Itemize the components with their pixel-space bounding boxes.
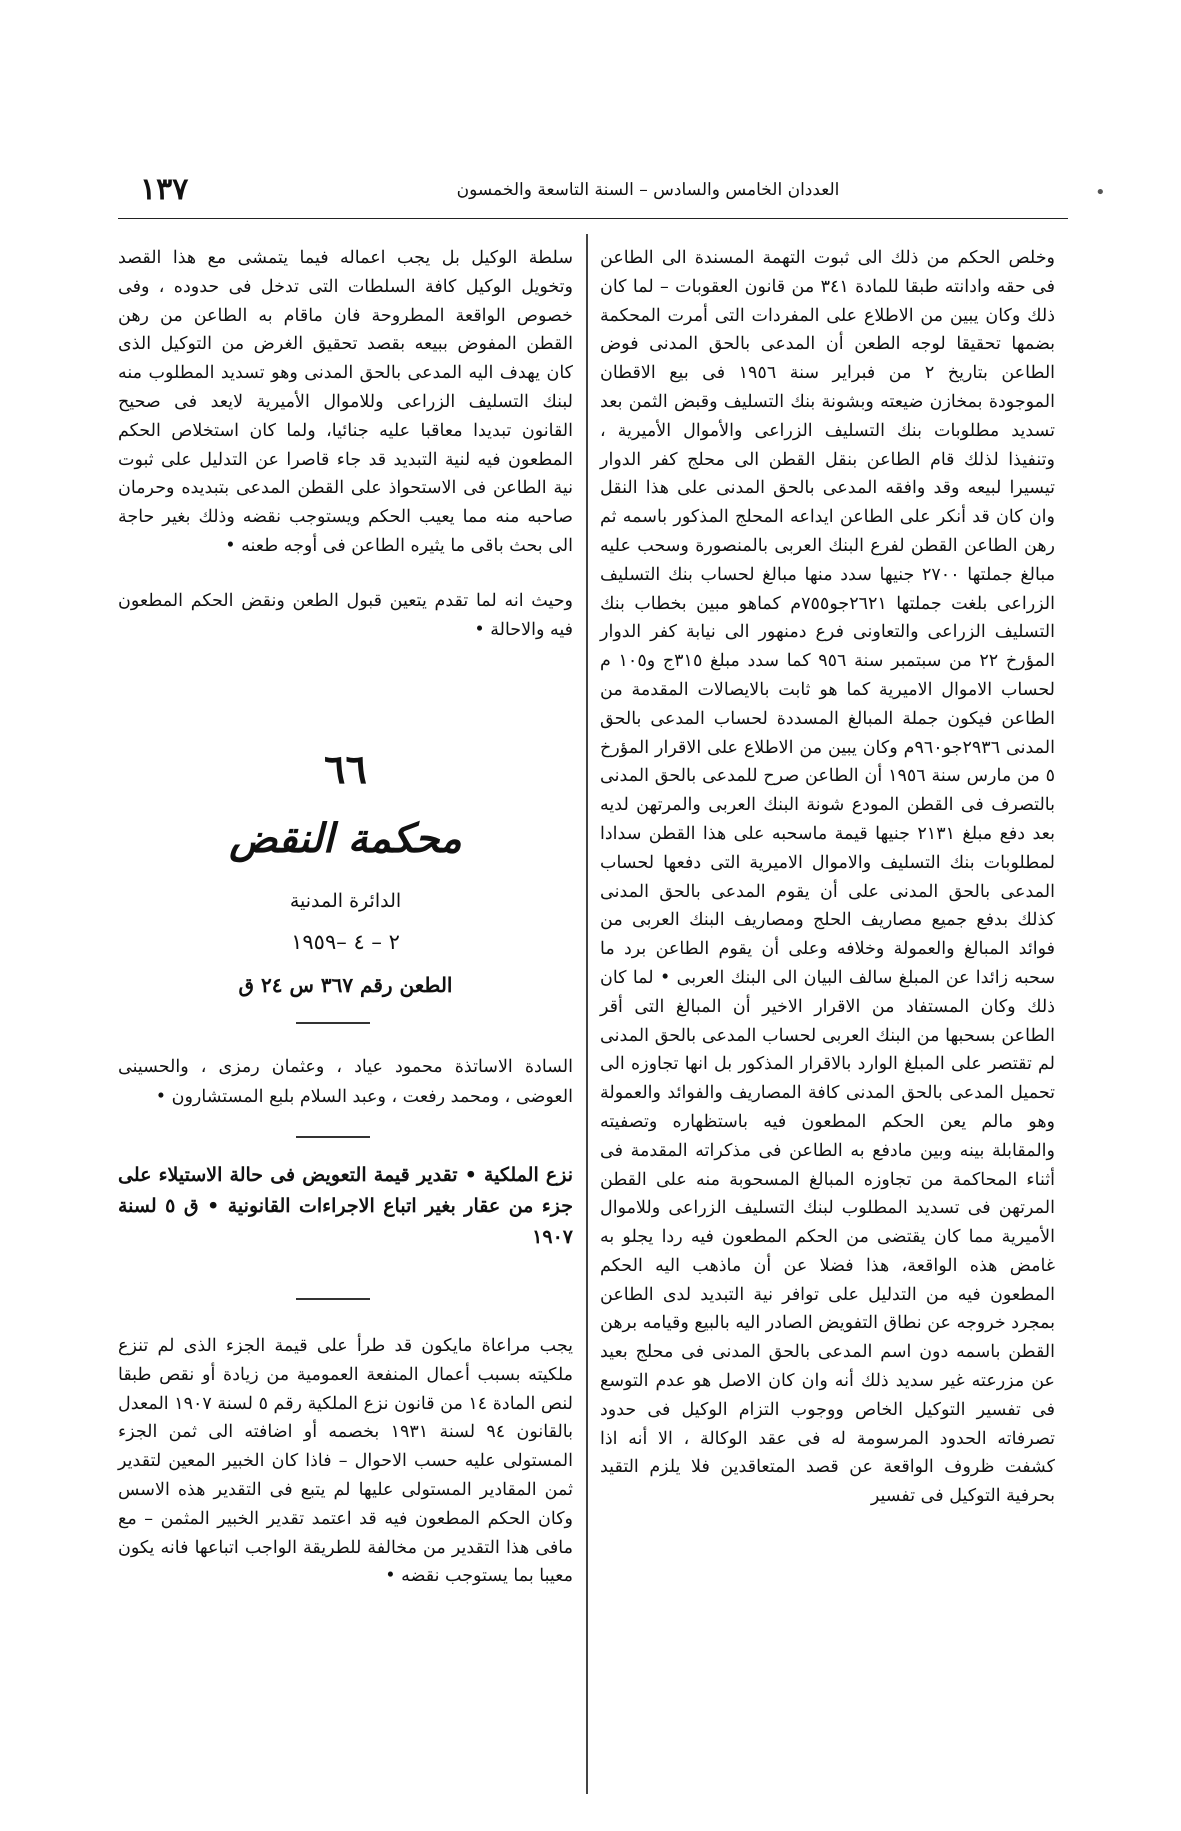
section-divider [296, 1298, 370, 1300]
left-column [118, 244, 573, 644]
appeal-reference: الطعن رقم ٣٦٧ س ٢٤ ق [238, 973, 453, 997]
section-divider [296, 1136, 370, 1138]
court-name: محكمة النقض [229, 815, 462, 862]
right-column [600, 244, 1055, 1511]
case-number: ٦٦ [324, 746, 367, 793]
left-column-paragraph-1: سلطة الوكيل بل يجب اعماله فيما يتمشى مع هذا القصد وتخويل الوكيل كافة السلطات التى تدخل فى حدوده ، وفى خصوص الواقعة المطروحة فان ماقام به الطاعن من رهن القطن المفوض ببيعه بقصد تحقيق الغرض من التوكيل الذى كان يهدف اليه المدعى بالحق المدنى وهو تسديد المطلوب منه لبنك التسليف الزراعى وللاموال الأميرية لايعد فى صحيح القانون تبديدا معاقبا عليه جنائيا، ولما كان استخلاص الحكم المطعون فيه لنية التبديد قد جاء قاصرا عن التدليل على ثبوت نية الطاعن فى الاستحواذ على القطن المدعى بتبديده وحرمان صاحبه منه مما يعيب الحكم ويستوجب نقضه وذلك بغير حاجة الى بحث باقى ما يثيره الطاعن فى أوجه طعنه • [118, 248, 573, 556]
headnote: نزع الملكية • تقدير قيمة التعويض فى حالة الاستيلاء على جزء من عقار بغير اتباع الاجراءات القانونية • ق ٥ لسنة ١٩٠٧ [118, 1164, 573, 1248]
page-header [118, 172, 1068, 219]
column-divider [586, 234, 588, 1794]
ruling-date: ٢ – ٤ –١٩٥٩ [291, 930, 400, 954]
section-divider [296, 1022, 370, 1024]
ruling-summary: يجب مراعاة مايكون قد طرأ على قيمة الجزء الذى لم تنزع ملكيته بسبب أعمال المنفعة العمومية من زيادة أو نقص طبقا لنص المادة ١٤ من قانون نزع الملكية رقم ٥ لسنة ١٩٠٧ المعدل بالقانون ٩٤ لسنة ١٩٣١ بخصمه أو اضافته الى ثمن الجزء المستولى عليه حسب الاحوال – فاذا كان الخبير المعين لتقدير ثمن المقادير المستولى عليها لم يتبع فى التقدير هذه الاسس وكان الحكم المطعون فيه قد اعتمد تقدير الخبير المثمن – مع مافى هذا التقدير من مخالفة للطريقة الواجب اتباعها فانه يكون معيبا بما يستوجب نقضه • [118, 1336, 574, 1587]
court-circuit: الدائرة المدنية [289, 890, 402, 912]
running-title: العددان الخامس والسادس – السنة التاسعة والخمسون [456, 180, 840, 200]
page-number: ١٣٧ [140, 172, 189, 207]
right-column-text: وخلص الحكم من ذلك الى ثبوت التهمة المسندة الى الطاعن فى حقه وادانته طبقا للمادة ٣٤١ من قانون العقوبات – لما كان ذلك وكان يبين من الاطلاع على المفردات التى أمرت المحكمة بضمها تحقيقا لوجه الطعن أن المدعى بالحق المدنى فوض الطاعن بتاريخ ٢ من فبراير سنة ١٩٥٦ فى بيع الاقطان الموجودة بمخازن ضيعته وبشونة بنك التسليف وقبض الثمن بعد تسديد مطلوبات بنك التسليف الزراعى والأموال الأميرية ، وتنفيذا لذلك قام الطاعن بنقل القطن الى محلج كفر الدوار تيسيرا لبيعه وقد وافقه المدعى بالحق المدنى على هذا النقل وان كان قد أنكر على الطاعن ايداعه المحلج المذكور باسمه ثم رهن الطاعن القطن لفرع البنك العربى بالمنصورة وسحب عليه مبالغ جملتها ٢٧٠٠ جنيها سدد منها مبالغ لحساب بنك التسليف الزراعى بلغت جملتها ٢٦٢١جو٧٥٥م كماهو مبين بخطاب بنك التسليف الزراعى والتعاونى فرع دمنهور الى نيابة كفر الدوار المؤرخ ٢٢ من سبتمبر سنة ٩٥٦ كما سدد مبلغ ٣١٥ج و١٠٥ م لحساب الاموال الاميرية كما هو ثابت بالايصالات المقدمة من الطاعن فيكون جملة المبالغ المسددة لحساب المدعى بالحق المدنى ٢٩٣٦جو٩٦٠م وكان يبين من الاطلاع على الاقرار المؤرخ ٥ من مارس سنة ١٩٥٦ أن الطاعن صرح للمدعى بالحق المدنى بالتصرف فى القطن المودع شونة البنك العربى والمرتهن لديه بعد دفع مبلغ ٢١٣١ جنيها قيمة ماسحبه على هذا القطن سدادا لمطلوبات بنك التسليف والاموال الاميرية التى دفعها لحساب المدعى بالحق المدنى على أن يقوم المدعى بالحق المدنى كذلك بدفع جميع مصاريف الحلج ومصاريف البنك العربى من فوائد المبالغ والعمولة وخلافه وعلى أن يقوم الطاعن برد ما سحبه زائدا عن المبلغ سالف البيان الى البنك العربى • لما كان ذلك وكان المستفاد من الاقرار الاخير أن المبالغ التى أقر الطاعن بسحبها من البنك العربى لحساب المدعى بالحق المدنى لم تقتصر على المبلغ الوارد بالاقرار المذكور بل انها تجاوزه الى تحميل المدعى بالحق المدنى كافة المصاريف والفوائد والعمولة وهو مالم يعن الحكم المطعون فيه باستظهاره وتصفيته والمقابلة بينه وبين مادفع به الطاعن فى مذكراته المقدمة فى أثناء المحاكمة من تجاوزه المبالغ المسحوبة منه على القطن المرتهن فى تسديد المطلوب لبنك التسليف الزراعى وللاموال الأميرية مما كان يقتضى من الحكم المطعون فيه ردا يجلو به غامض هذه الواقعة، هذا فضلا عن أن ماذهب اليه الحكم المطعون فيه من التدليل على توافر نية التبديد لدى الطاعن بمجرد خروجه عن نطاق التفويض الصادر اليه بالبيع وقيامه برهن القطن باسمه دون اسم المدعى بالحق المدنى فى محلج بعيد عن مزرعته غير سديد ذلك أنه وان كان الاصل هو عدم التوسع فى تفسير التوكيل الخاص ووجوب التزام الوكيل فى حدود تصرفاته الحدود المرسومة له فى عقد الوكالة ، الا أنه اذا كشفت ظروف الواقعة عن قصد المتعاقدين فلا يلزم التقيد بحرفية التوكيل فى تفسير [600, 248, 1056, 1507]
judges-panel: السادة الاساتذة محمود عياد ، وعثمان رمزى ، والحسينى العوضى ، ومحمد رفعت ، وعبد السلام بلبع المستشارون • [118, 1057, 573, 1107]
left-column-paragraph-2: وحيث انه لما تقدم يتعين قبول الطعن ونقض الحكم المطعون فيه والاحالة • [118, 590, 573, 640]
margin-dot: • [1095, 182, 1106, 203]
